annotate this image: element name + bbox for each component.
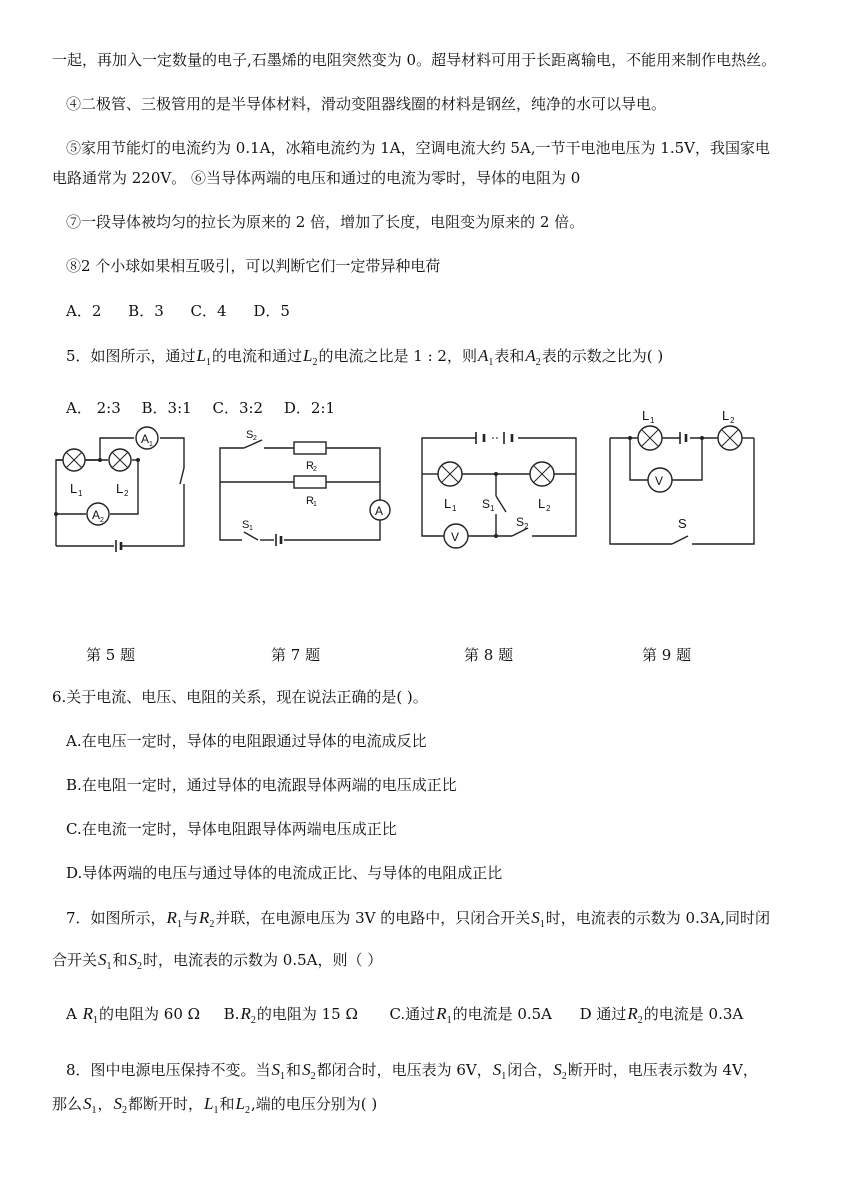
q4-option-d: D．5	[253, 302, 290, 320]
q4-option-c: C．4	[190, 302, 227, 320]
q7-stem-line1: 7．如图所示，$R_1$与$R_2$并联，在电源电压为 3V 的电路中，只闭合开关$S_1$时，电流表的示数为 0.3A,同时闭	[66, 908, 770, 935]
q5-a1: $A_1$	[477, 346, 494, 368]
lamp-l2-icon	[109, 449, 131, 471]
q7-s1: $S_1$	[531, 908, 545, 930]
q8-stem-line2: 那么$S_1$，$S_2$都断开时，$L_1$和$L_2$,端的电压分别为( )	[52, 1094, 378, 1116]
q7-option-d: D 通过$R_2$的电流是 0.3A	[579, 1004, 744, 1026]
q8-stem-line1: 8．图中电源电压保持不变。当$S_1$和$S_2$都闭合时，电压表为 6V，$S_1$闭合，$S_2$断开时，电压表示数为 4V，	[66, 1060, 758, 1082]
q4-statement-5-line2: 电路通常为 220V。 ⑥当导体两端的电压和通过的电流为零时，导体的电阻为 0	[52, 169, 581, 187]
q4-statement-5-line1: ⑤家用节能灯的电流约为 0.1A，冰箱电流约为 1A，空调电流大约 5A,一节干电池电压为 1.5V，我国家电	[66, 139, 770, 157]
q5-a2: $A_2$	[525, 346, 541, 368]
q4-statement-8: ⑧2 个小球如果相互吸引，可以判断它们一定带异种电荷	[66, 257, 441, 275]
svg-text:2: 2	[546, 504, 551, 513]
q5-option-b: B．3:1	[141, 399, 192, 417]
q7-option-b: $B.R_2$的电阻为 15 Ω	[223, 1004, 358, 1026]
q7-stem-line2: 合开关$S_1$和$S_2$时，电流表的示数为 0.5A，则（ ）	[52, 950, 382, 977]
q7-r1: $R_1$	[166, 908, 182, 930]
resistor-r1-icon	[294, 476, 326, 488]
q7-options	[66, 1004, 743, 1031]
svg-text:1: 1	[149, 441, 153, 448]
fig8-s1-label: S	[482, 497, 491, 511]
fig9-l1-label: L	[642, 408, 650, 423]
figure-8-caption: 第 8 题	[464, 646, 514, 664]
ammeter-a1-icon	[136, 427, 158, 449]
fig5-l1-label: L	[70, 481, 78, 496]
q5-l2: $L_2$	[303, 346, 318, 368]
fig5-l2-label: L	[116, 481, 124, 496]
svg-text:1: 1	[490, 504, 495, 513]
resistor-r2-icon	[294, 442, 326, 454]
fig9-s-label: S	[678, 516, 687, 531]
svg-text:1: 1	[650, 416, 655, 425]
svg-text:2: 2	[253, 435, 257, 442]
q4-statement-4: ④二极管、三极管用的是半导体材料，滑动变阻器线圈的材料是钢丝，纯净的水可以导电。	[66, 95, 667, 113]
q6-option-a: A.在电压一定时，导体的电阻跟通过导体的电流成反比	[66, 732, 427, 750]
q7-option-c: C.通过$R_1$的电流是 0.5A	[389, 1004, 553, 1026]
svg-text:V: V	[655, 474, 664, 488]
circuit-figure-5	[44, 420, 194, 550]
figure-9-caption: 第 9 题	[642, 646, 692, 664]
ammeter-icon	[370, 500, 390, 520]
q7-option-a: A $R_1$的电阻为 60 Ω	[66, 1004, 201, 1026]
lamp-l1-icon	[63, 449, 85, 471]
fig7-s2-label: S	[246, 429, 254, 441]
fig7-r1-label: R	[306, 495, 314, 507]
svg-text:1: 1	[313, 501, 317, 508]
fig9-l2-label: L	[722, 408, 730, 423]
q6-stem: 6.关于电流、电压、电阻的关系，现在说法正确的是( )。	[52, 688, 428, 706]
circuit-figure-8	[418, 424, 584, 552]
q6-option-d: D.导体两端的电压与通过导体的电流成正比、与导体的电阻成正比	[66, 864, 503, 882]
q4-statement-3-tail: 一起，再加入一定数量的电子,石墨烯的电阻突然变为 0。超导材料可用于长距离输电，不能用来制作电热丝。	[52, 51, 777, 69]
lamp-l2-icon	[530, 462, 554, 486]
q6-option-c: C.在电流一定时，导体电阻跟导体两端电压成正比	[66, 820, 397, 838]
svg-text:V: V	[451, 530, 460, 544]
fig8-s2-label: S	[516, 515, 525, 529]
fig7-s1-label: S	[242, 519, 250, 531]
fig7-r2-label: R	[306, 460, 314, 472]
q7-r2: $R_2$	[198, 908, 215, 930]
q4-option-a: A．2	[66, 302, 102, 320]
q5-options	[66, 398, 357, 418]
figure-7-caption: 第 7 题	[271, 646, 321, 664]
voltmeter-icon	[444, 524, 468, 548]
ammeter-a2-icon	[87, 503, 109, 525]
q5-l1: $L_1$	[196, 346, 212, 368]
lamp-l1-icon	[438, 462, 462, 486]
circuit-figure-7	[214, 424, 394, 550]
q6-option-b: B.在电阻一定时，通过导体的电流跟导体两端的电压成正比	[66, 776, 457, 794]
figure-5-caption: 第 5 题	[86, 646, 136, 664]
q4-option-b: B．3	[128, 302, 164, 320]
circuit-figure-9	[604, 408, 764, 548]
svg-text:A: A	[141, 432, 150, 446]
voltmeter-icon	[648, 468, 672, 492]
q7-s2: $S_2$	[128, 950, 143, 972]
fig8-l1-label: L	[444, 496, 452, 511]
q5-option-d: D．2:1	[283, 399, 336, 417]
q5-option-c: C．3:2	[212, 399, 264, 417]
q5-option-a: A． 2:3	[66, 399, 121, 417]
svg-text:A: A	[375, 504, 384, 518]
svg-text:2: 2	[124, 489, 129, 498]
q4-options	[66, 301, 312, 321]
fig8-l2-label: L	[538, 496, 546, 511]
q4-statement-7: ⑦一段导体被均匀的拉长为原来的 2 倍，增加了长度，电阻变为原来的 2 倍。	[66, 213, 585, 231]
svg-text:2: 2	[313, 466, 317, 473]
lamp-l1-icon	[638, 426, 662, 450]
svg-text:1: 1	[452, 504, 457, 513]
svg-text:2: 2	[524, 522, 529, 531]
svg-text:2: 2	[730, 416, 735, 425]
svg-text:1: 1	[249, 525, 253, 532]
svg-text:A: A	[92, 508, 101, 522]
svg-text:1: 1	[78, 489, 83, 498]
svg-text:2: 2	[100, 517, 104, 524]
q5-stem: 5．如图所示，通过$L_1$的电流和通过$L_2$的电流之比是 1 : 2，则$A_1$表和$A_2$表的示数之比为( )	[66, 346, 663, 373]
lamp-l2-icon	[718, 426, 742, 450]
